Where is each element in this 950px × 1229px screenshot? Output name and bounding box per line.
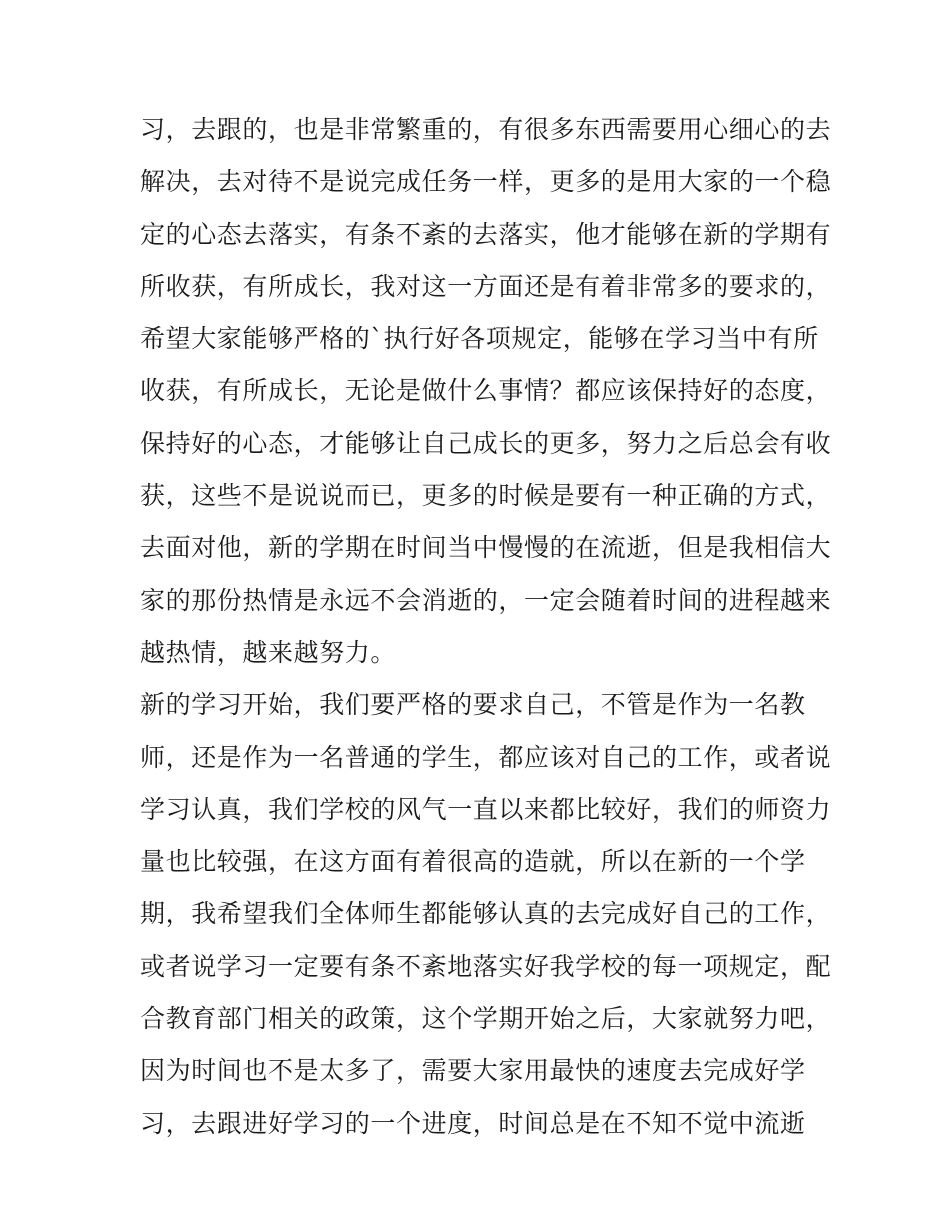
text-line: 期，我希望我们全体师生都能够认真的去完成好自己的工作， — [140, 899, 832, 929]
text-line: 因为时间也不是太多了，需要大家用最快的速度去完成好学 — [140, 1056, 806, 1086]
text-line: 越热情，越来越努力。 — [140, 637, 397, 667]
text-line: 所收获，有所成长，我对这一方面还是有着非常多的要求的， — [140, 271, 832, 301]
text-line: 量也比较强，在这方面有着很高的造就，所以在新的一个学 — [140, 847, 806, 877]
text-line: 定的心态去落实，有条不紊的去落实，他才能够在新的学期有 — [140, 219, 832, 249]
text-line: 或者说学习一定要有条不紊地落实好我学校的每一项规定，配 — [140, 951, 832, 981]
text-line: 新的学习开始，我们要严格的要求自己，不管是作为一名教 — [140, 690, 806, 720]
text-line: 保持好的心态，才能够让自己成长的更多，努力之后总会有收 — [140, 428, 832, 458]
text-line: 习，去跟进好学习的一个进度，时间总是在不知不觉中流逝 — [140, 1108, 806, 1138]
text-line: 希望大家能够严格的`执行好各项规定，能够在学习当中有所 — [140, 324, 819, 354]
text-line: 家的那份热情是永远不会消逝的，一定会随着时间的进程越来 — [140, 585, 832, 615]
text-line: 获，这些不是说说而已，更多的时候是要有一种正确的方式， — [140, 481, 832, 511]
body-text — [140, 104, 832, 1150]
text-line: 去面对他，新的学期在时间当中慢慢的在流逝，但是我相信大 — [140, 533, 832, 563]
text-line: 学习认真，我们学校的风气一直以来都比较好，我们的师资力 — [140, 794, 832, 824]
text-line: 合教育部门相关的政策，这个学期开始之后，大家就努力吧， — [140, 1004, 832, 1034]
text-line: 习，去跟的，也是非常繁重的，有很多东西需要用心细心的去 — [140, 115, 832, 144]
text-line: 解决，去对待不是说完成任务一样，更多的是用大家的一个稳 — [140, 167, 832, 197]
text-line: 收获，有所成长，无论是做什么事情？都应该保持好的态度， — [140, 376, 832, 406]
text-line: 师，还是作为一名普通的学生，都应该对自己的工作，或者说 — [140, 742, 832, 772]
